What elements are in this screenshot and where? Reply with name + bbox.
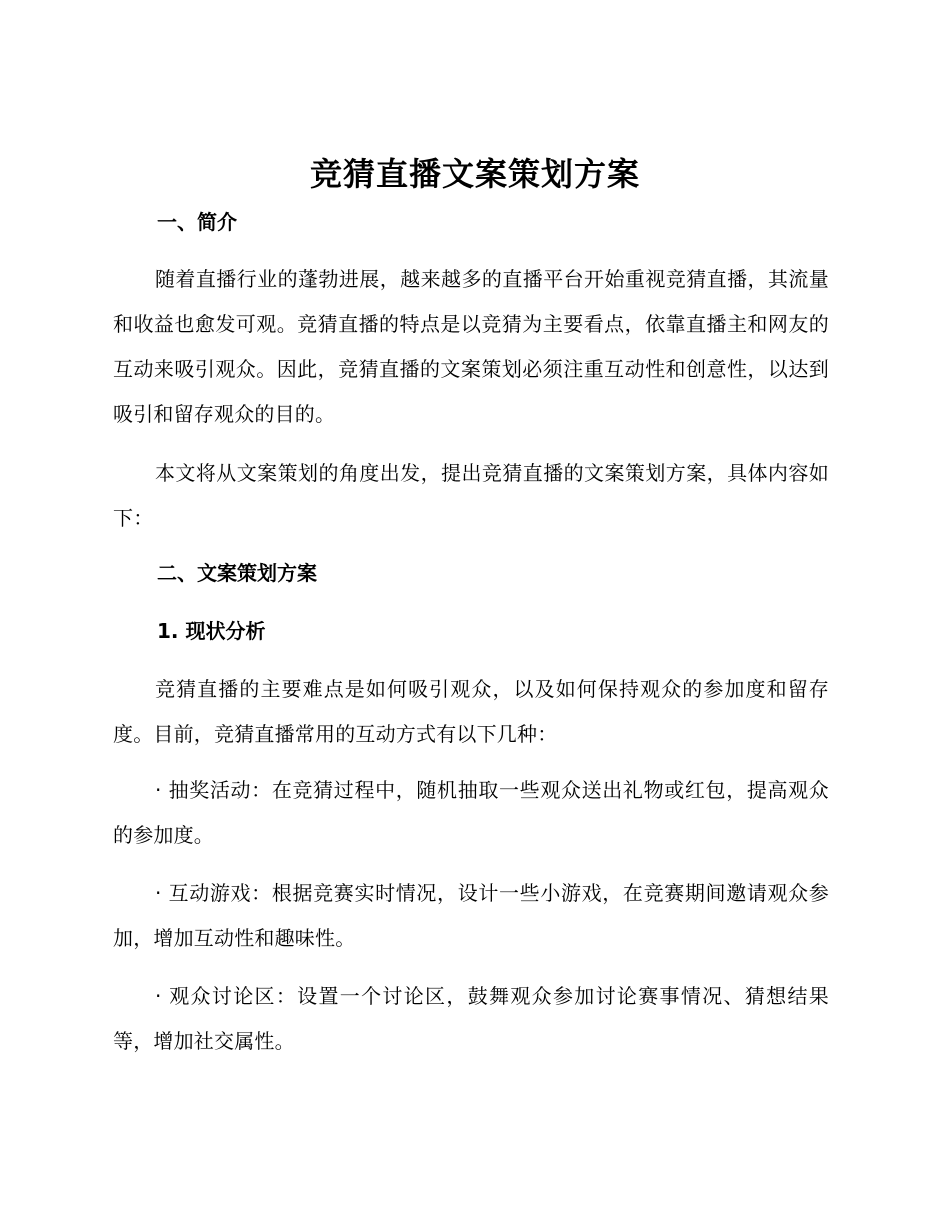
intro-paragraph-2: 本文将从文案策划的角度出发，提出竞猜直播的文案策划方案，具体内容如下：: [113, 461, 829, 530]
bullet-interactive-game: · 互动游戏：根据竞赛实时情况，设计一些小游戏，在竞赛期间邀请观众参加，增加互动性和趣味性。: [113, 881, 829, 950]
bullet-lottery: · 抽奖活动：在竞猜过程中，随机抽取一些观众送出礼物或红包，提高观众的参加度。: [113, 778, 829, 847]
document-title: 竞猜直播文案策划方案: [309, 155, 640, 193]
analysis-paragraph: 竞猜直播的主要难点是如何吸引观众，以及如何保持观众的参加度和留存度。目前，竞猜直播常用的互动方式有以下几种：: [113, 677, 829, 746]
bullet-discussion-area: · 观众讨论区：设置一个讨论区，鼓舞观众参加讨论赛事情况、猜想结果等，增加社交属性。: [113, 984, 829, 1053]
section-heading-intro: 一、简介: [157, 210, 237, 234]
intro-paragraph-1: 随着直播行业的蓬勃进展，越来越多的直播平台开始重视竞猜直播，其流量和收益也愈发可观。竞猜直播的特点是以竞猜为主要看点，依靠直播主和网友的互动来吸引观众。因此，竞猜直播的文案策划必须注重互动性和创意性，以达到吸引和留存观众的目的。: [113, 267, 829, 426]
section-heading-plan: 二、文案策划方案: [157, 561, 317, 585]
subheading-status-analysis: 1. 现状分析: [157, 619, 266, 643]
